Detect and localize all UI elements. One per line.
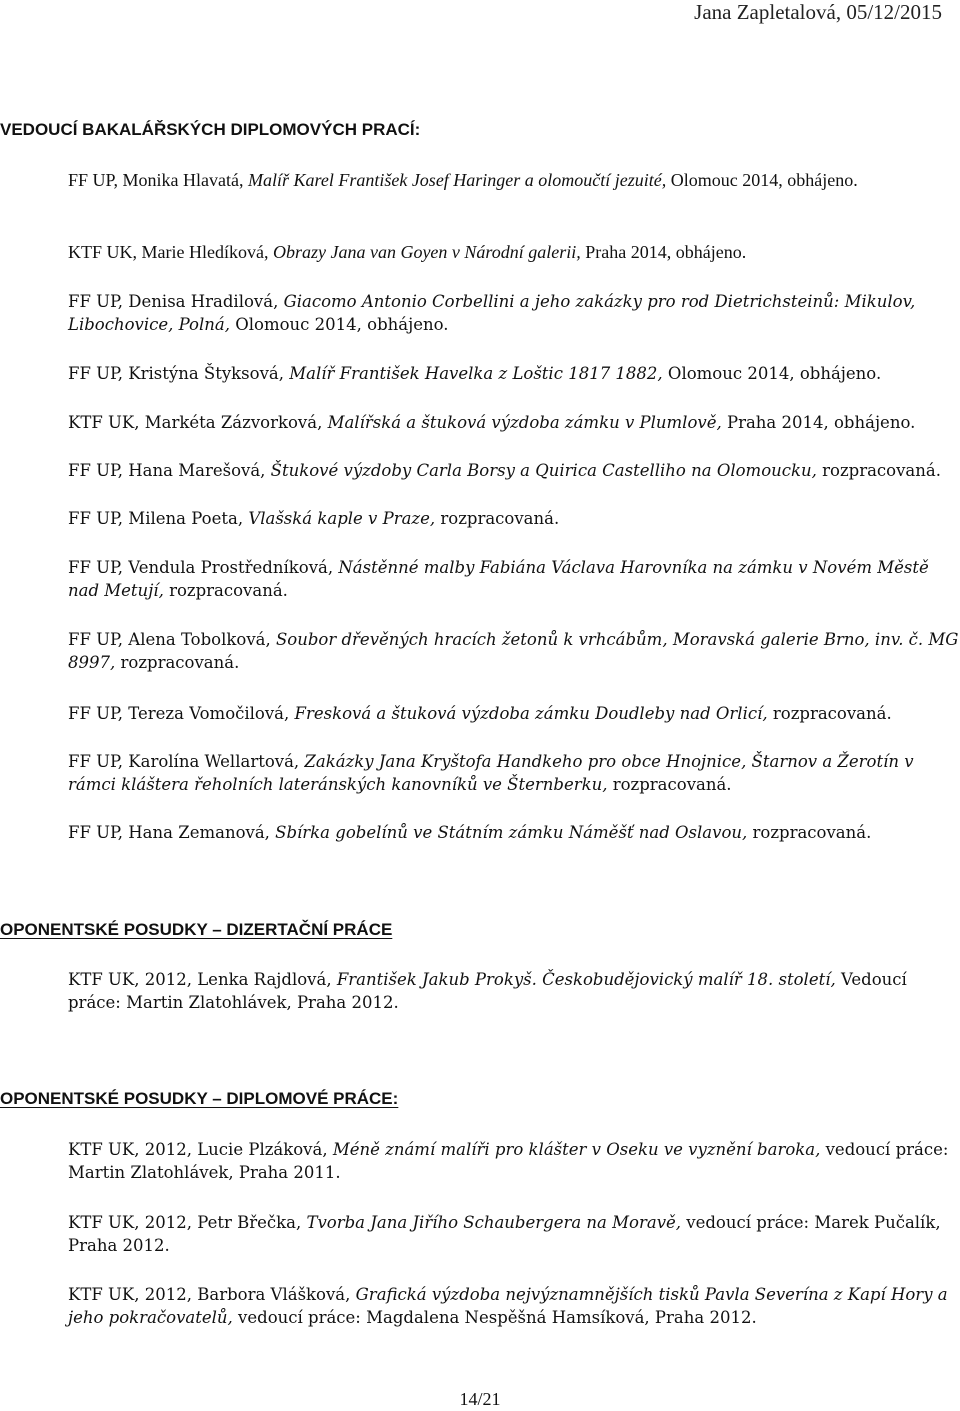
entry-prefix: FF UP, Tereza Vomočilová, [68, 704, 295, 723]
entry-suffix: vedoucí práce: Martin Zlatohlávek, Praha 2011. [68, 1140, 949, 1182]
list-item [68, 362, 960, 385]
entry-suffix: rozpracovaná. [163, 581, 288, 600]
list-item [68, 750, 960, 796]
entry-title: Soubor dřevěných hracích žetonů k vrhcábům, Moravská galerie Brno, inv. č. MG 8997, [68, 630, 959, 672]
entry-title: Fresková a štuková výzdoba zámku Doudleby nad Orlicí, [294, 704, 768, 723]
list-item [68, 1138, 960, 1184]
entry-prefix: KTF UK, Markéta Zázvorková, [68, 413, 328, 432]
entry-title: Malíř František Havelka z Loštic 1817 1882, [289, 364, 663, 383]
entry-suffix: rozpracovaná. [607, 775, 732, 794]
entry-title: Malíř Karel František Josef Haringer a olomoučtí jezuité, [248, 170, 667, 190]
entry-suffix: rozpracovaná. [115, 653, 240, 672]
page-number: 14/21 [459, 1389, 501, 1409]
entry-prefix: FF UP, Kristýna Štyksová, [68, 364, 290, 383]
entry-prefix: FF UP, Milena Poeta, [68, 509, 249, 528]
entry-suffix: rozpracovaná. [435, 509, 560, 528]
entry-suffix: Olomouc 2014, obhájeno. [666, 170, 858, 190]
section-heading-bachelor-supervision: VEDOUCÍ BAKALÁŘSKÝCH DIPLOMOVÝCH PRACÍ: [0, 120, 421, 139]
entry-prefix: FF UP, Hana Zemanová, [68, 823, 276, 842]
entry-prefix: FF UP, Monika Hlavatá, [68, 170, 248, 190]
entry-suffix: Praha 2014, obhájeno. [721, 413, 916, 432]
entry-prefix: FF UP, Karolína Wellartová, [68, 752, 305, 771]
entry-prefix: KTF UK, 2012, Barbora Vlášková, [68, 1285, 356, 1304]
entry-title: Obrazy Jana van Goyen v Národní galerii, [272, 242, 581, 262]
entry-prefix: KTF UK, Marie Hledíková, [68, 242, 273, 262]
list-item [68, 290, 960, 336]
entry-title: Vlašská kaple v Praze, [248, 509, 436, 528]
entry-suffix: Olomouc 2014, obhájeno. [229, 315, 449, 334]
page-header: Jana Zapletalová, 05/12/2015 [694, 0, 942, 24]
entry-title: František Jakub Prokyš. Českobudějovický malíř 18. století, [336, 970, 836, 989]
list-item [68, 702, 960, 725]
entry-suffix: Olomouc 2014, obhájeno. [662, 364, 882, 383]
entry-suffix: rozpracovaná. [767, 704, 892, 723]
entry-title: Grafická výzdoba nejvýznamnějších tisků Pavla Severína z Kapí Hory a jeho pokračovatelů, [68, 1285, 948, 1327]
list-item [68, 968, 960, 1014]
entry-title: Štukové výzdoby Carla Borsy a Quirica Castelliho na Olomoucku, [270, 461, 817, 480]
entry-suffix: rozpracovaná. [816, 461, 941, 480]
entry-prefix: FF UP, Alena Tobolková, [68, 630, 276, 649]
entry-prefix: KTF UK, 2012, Petr Břečka, [68, 1213, 307, 1232]
entry-suffix: vedoucí práce: Marek Pučalík, Praha 2012. [68, 1213, 941, 1255]
entry-prefix: KTF UK, 2012, Lenka Rajdlová, [68, 970, 337, 989]
list-item [68, 241, 960, 264]
entry-title: Sbírka gobelínů ve Státním zámku Náměšť nad Oslavou, [275, 823, 748, 842]
list-item [68, 169, 960, 192]
entry-title: Nástěnné malby Fabiána Václava Harovníka na zámku v Novém Městě nad Metují, [68, 558, 929, 600]
entry-prefix: FF UP, Denisa Hradilová, [68, 292, 284, 311]
list-item [68, 1211, 960, 1257]
entry-prefix: FF UP, Vendula Prostředníková, [68, 558, 339, 577]
entry-suffix: vedoucí práce: Magdalena Nespěšná Hamsíková, Praha 2012. [232, 1308, 757, 1327]
entry-suffix: rozpracovaná. [747, 823, 872, 842]
entry-title: Zakázky Jana Kryštofa Handkeho pro obce Hnojnice, Štarnov a Žerotín v rámci kláštera řeholních lateránských kanovníků ve Šternberku, [68, 752, 914, 794]
list-item [68, 1283, 960, 1329]
entry-title: Méně známí malíři pro klášter v Oseku ve vyznění baroka, [332, 1140, 821, 1159]
section-heading-thesis-reviews: OPONENTSKÉ POSUDKY – DIPLOMOVÉ PRÁCE: [0, 1089, 399, 1108]
entry-suffix: Vedoucí práce: Martin Zlatohlávek, Praha 2012. [68, 970, 907, 1012]
entry-prefix: KTF UK, 2012, Lucie Plzáková, [68, 1140, 333, 1159]
list-item [68, 556, 960, 602]
entry-title: Tvorba Jana Jiřího Schaubergera na Moravě, [306, 1213, 682, 1232]
list-item [68, 821, 960, 844]
list-item [68, 459, 960, 482]
entry-title: Malířská a štuková výzdoba zámku v Plumlově, [327, 413, 722, 432]
section-heading-dissertation-reviews: OPONENTSKÉ POSUDKY – DIZERTAČNÍ PRÁCE [0, 920, 393, 939]
entry-prefix: FF UP, Hana Marešová, [68, 461, 271, 480]
list-item [68, 628, 960, 674]
list-item [68, 411, 960, 434]
entry-suffix: Praha 2014, obhájeno. [580, 242, 747, 262]
entry-title: Giacomo Antonio Corbellini a jeho zakázky pro rod Dietrichsteinů: Mikulov, Libochovice, Polná, [68, 292, 916, 334]
list-item [68, 507, 960, 530]
